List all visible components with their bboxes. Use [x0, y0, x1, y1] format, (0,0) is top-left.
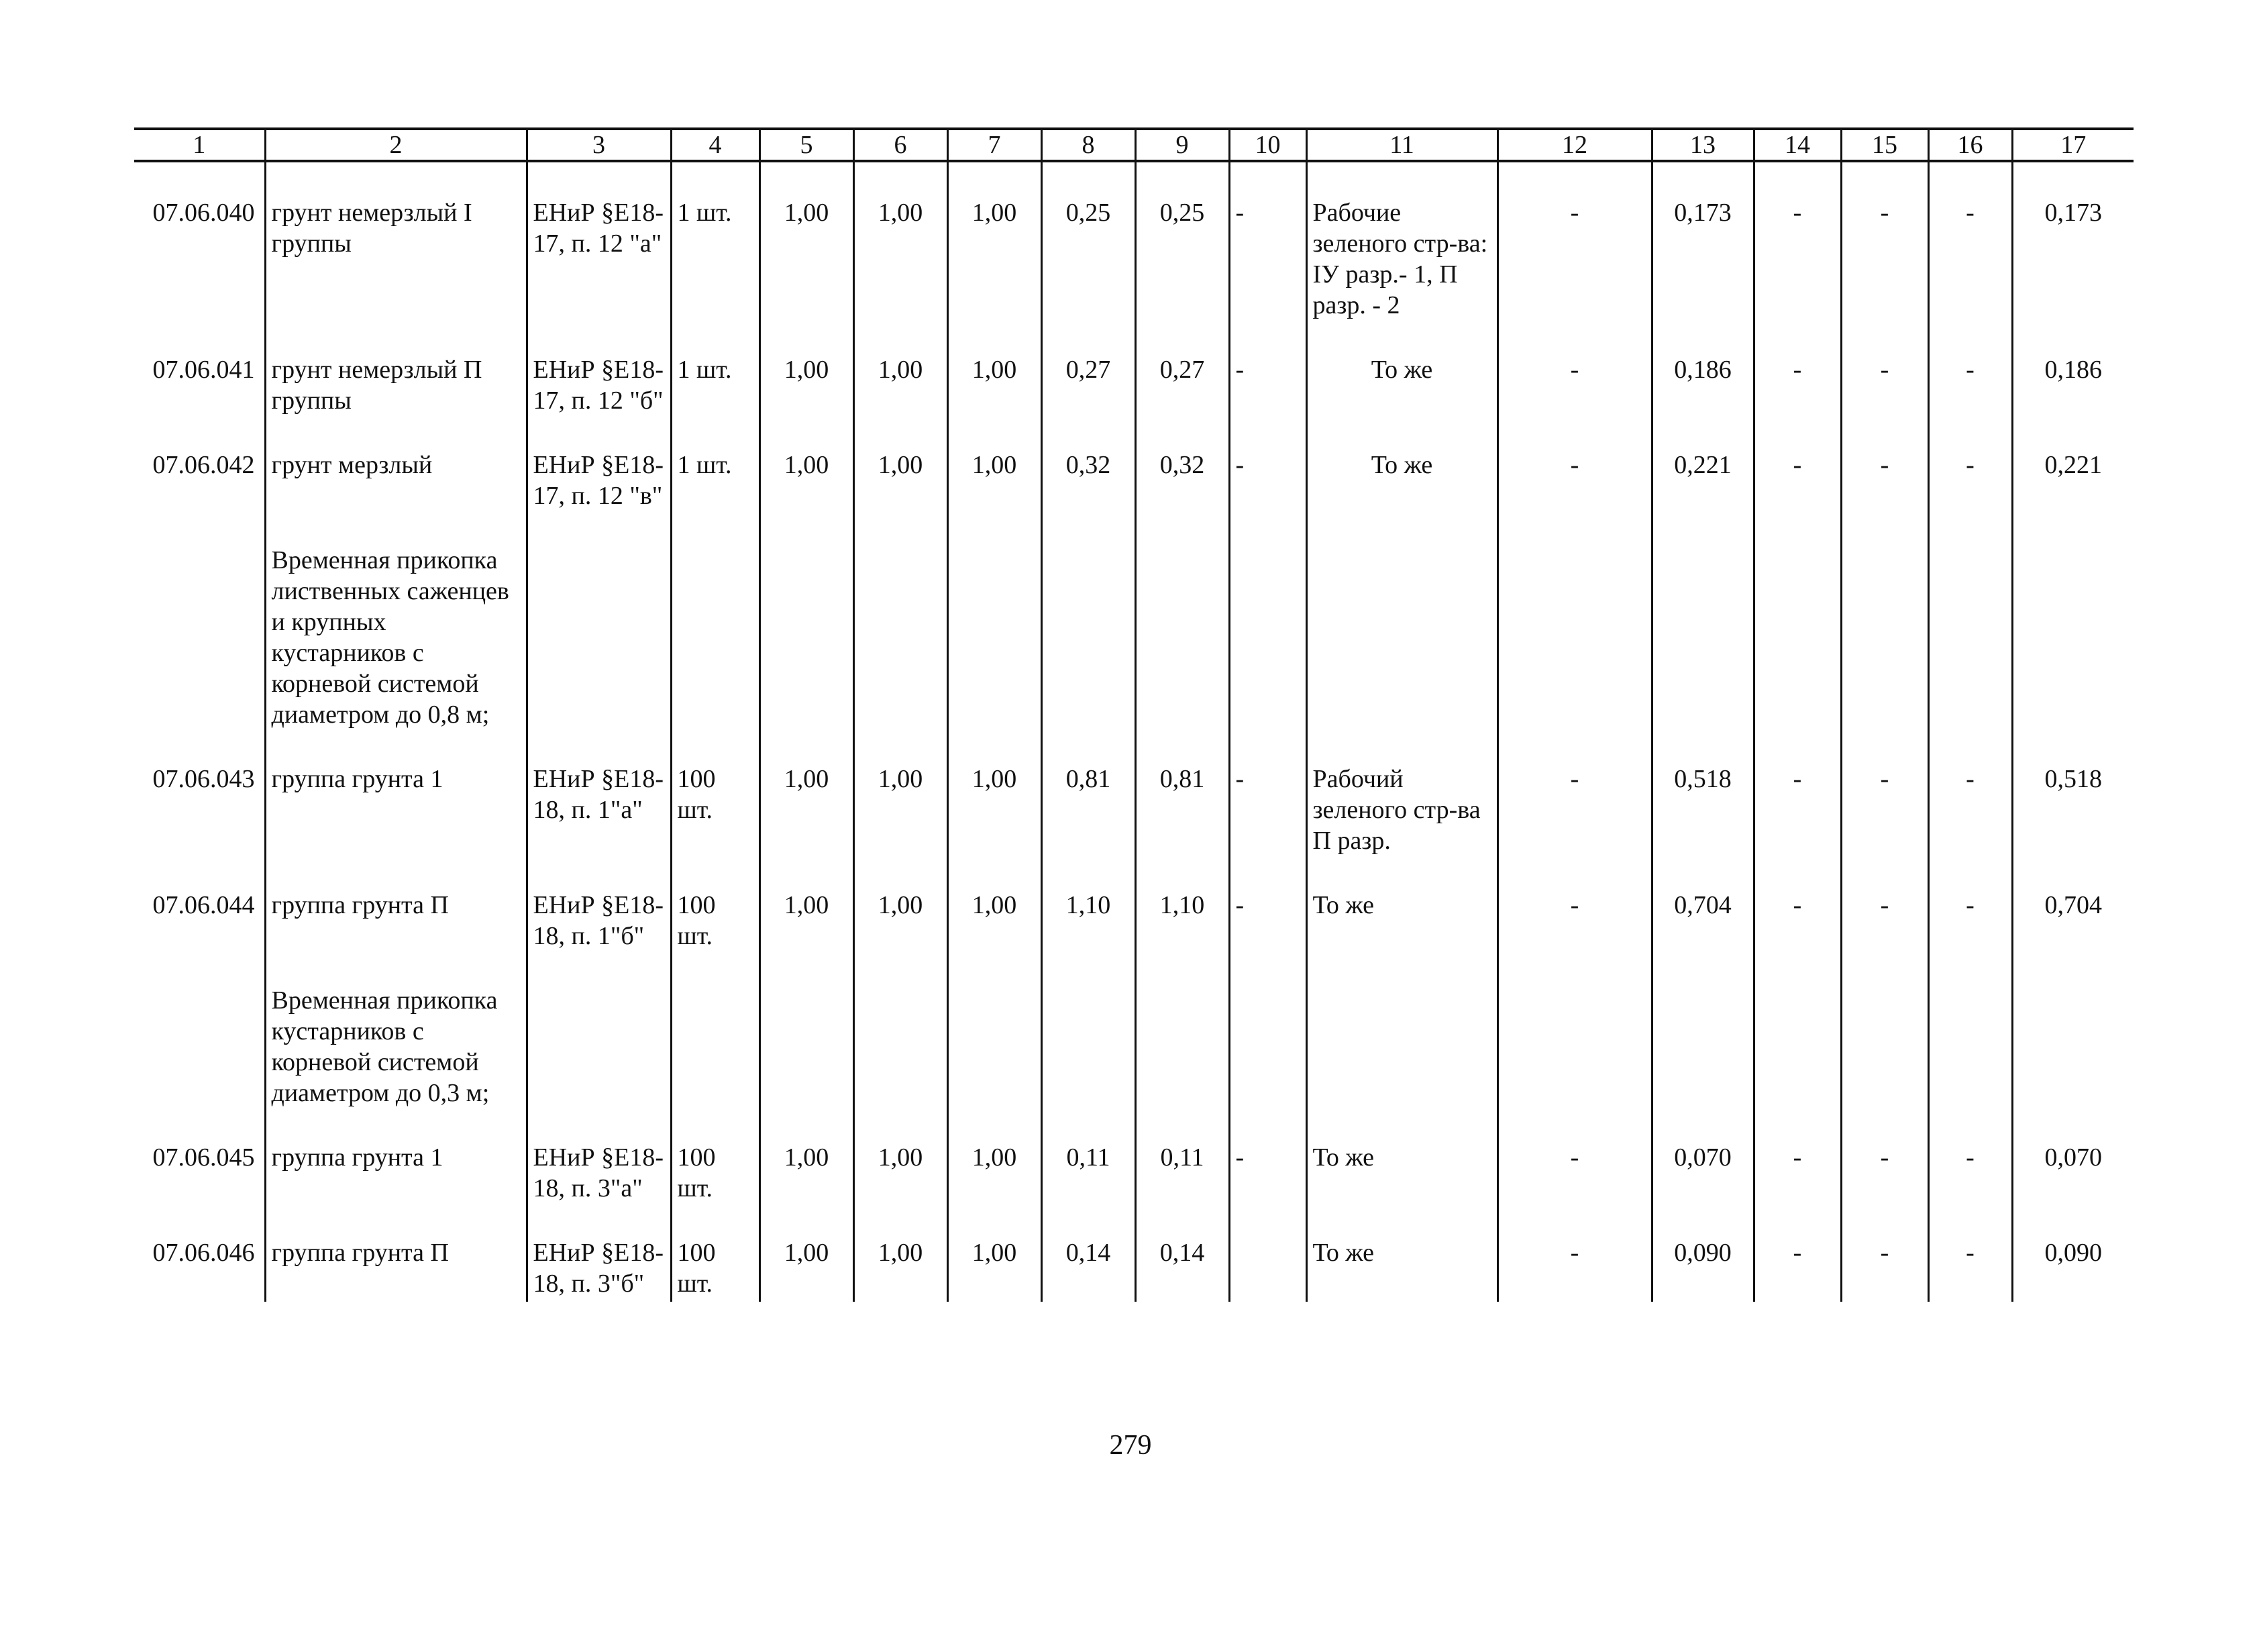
- column-header-6: 6: [853, 129, 947, 161]
- cell-col-2: Временная прикопка лиственных саженцев и крупных кустарников с корневой системой диаметром до 0,8 м;: [265, 511, 527, 730]
- cell-col-5: 1,00: [759, 1204, 853, 1302]
- column-header-4: 4: [671, 129, 759, 161]
- cell-col-12: -: [1497, 1204, 1652, 1302]
- cell-col-9: 0,27: [1135, 321, 1229, 416]
- column-header-9: 9: [1135, 129, 1229, 161]
- cell-col-11: Рабочие зеленого стр-ва: IУ разр.- 1, П разр. - 2: [1306, 161, 1497, 321]
- empty-cell: [1306, 951, 1497, 1108]
- cell-col-9: 0,81: [1135, 730, 1229, 856]
- cell-col-11: То же: [1306, 321, 1497, 416]
- cell-col-5: 1,00: [759, 856, 853, 951]
- cell-col-12: -: [1497, 856, 1652, 951]
- cell-col-8: 0,11: [1041, 1108, 1135, 1204]
- cell-col-3: ЕНиР §Е18-17, п. 12 "а": [527, 161, 671, 321]
- cell-col-7: 1,00: [947, 1204, 1041, 1302]
- cell-col-4: 100 шт.: [671, 1108, 759, 1204]
- empty-cell: [759, 511, 853, 730]
- cell-col-17: 0,186: [2012, 321, 2134, 416]
- cell-col-1: 07.06.043: [152, 765, 255, 793]
- empty-cell: [1497, 951, 1652, 1108]
- cell-col-6: 1,00: [853, 321, 947, 416]
- cell-col-5: 1,00: [759, 416, 853, 511]
- empty-cell: [1754, 951, 1841, 1108]
- empty-cell: [1041, 511, 1135, 730]
- cell-col-13: 0,704: [1652, 856, 1754, 951]
- cell-col-5: 1,00: [759, 161, 853, 321]
- cell-col-4: 100 шт.: [671, 730, 759, 856]
- cell-col-16: -: [1928, 1204, 2012, 1302]
- cell-col-7: 1,00: [947, 161, 1041, 321]
- cell-col-8: 0,32: [1041, 416, 1135, 511]
- cell-col-16: -: [1928, 161, 2012, 321]
- cell-col-9: 1,10: [1135, 856, 1229, 951]
- cell-col-15: -: [1841, 161, 1928, 321]
- empty-cell: [1754, 511, 1841, 730]
- empty-cell: [1928, 511, 2012, 730]
- table-row: [134, 730, 2134, 856]
- cell-col-3: ЕНиР §Е18-17, п. 12 "б": [527, 321, 671, 416]
- cell-col-13: 0,090: [1652, 1204, 1754, 1302]
- cell-col-17: 0,704: [2012, 856, 2134, 951]
- cell-col-16: -: [1928, 1108, 2012, 1204]
- column-header-15: 15: [1841, 129, 1928, 161]
- cell-col-4: 1 шт.: [671, 321, 759, 416]
- cell-col-2: группа грунта П: [265, 1204, 527, 1302]
- table-body: [134, 161, 2134, 1302]
- cell-col-17: 0,221: [2012, 416, 2134, 511]
- cell-col-9: 0,25: [1135, 161, 1229, 321]
- table-row: [134, 1108, 2134, 1204]
- cell-col-12: -: [1497, 1108, 1652, 1204]
- column-header-16: 16: [1928, 129, 2012, 161]
- cell-col-10: -: [1229, 321, 1306, 416]
- cell-col-15: -: [1841, 1108, 1928, 1204]
- cell-col-13: 0,173: [1652, 161, 1754, 321]
- cell-col-3: ЕНиР §Е18-17, п. 12 "в": [527, 416, 671, 511]
- column-header-12: 12: [1497, 129, 1652, 161]
- cell-col-15: -: [1841, 321, 1928, 416]
- empty-cell: [947, 511, 1041, 730]
- cell-col-10: -: [1229, 730, 1306, 856]
- cell-col-2: группа грунта П: [265, 856, 527, 951]
- cell-col-15: -: [1841, 856, 1928, 951]
- table-row: [134, 161, 2134, 321]
- cell-col-13: 0,070: [1652, 1108, 1754, 1204]
- cell-col-15: -: [1841, 730, 1928, 856]
- cell-col-3: ЕНиР §Е18-18, п. 3"б": [527, 1204, 671, 1302]
- cell-col-4: 100 шт.: [671, 1204, 759, 1302]
- cell-col-9: 0,14: [1135, 1204, 1229, 1302]
- cell-col-1: 07.06.042: [152, 451, 255, 479]
- cell-col-15: -: [1841, 1204, 1928, 1302]
- cell-col-14: -: [1754, 856, 1841, 951]
- empty-cell: [947, 951, 1041, 1108]
- cell-col-14: -: [1754, 1204, 1841, 1302]
- column-header-7: 7: [947, 129, 1041, 161]
- cell-col-16: -: [1928, 856, 2012, 951]
- cell-col-2: группа грунта 1: [265, 1108, 527, 1204]
- empty-cell: [1041, 951, 1135, 1108]
- cell-col-7: 1,00: [947, 730, 1041, 856]
- cell-col-14: -: [1754, 321, 1841, 416]
- empty-cell: [1652, 951, 1754, 1108]
- table-row: [134, 416, 2134, 511]
- table-row: [134, 856, 2134, 951]
- cell-col-8: 0,25: [1041, 161, 1135, 321]
- empty-cell: [1135, 951, 1229, 1108]
- cell-col-17: 0,090: [2012, 1204, 2134, 1302]
- cell-col-1: 07.06.046: [152, 1239, 255, 1267]
- cell-col-6: 1,00: [853, 416, 947, 511]
- cell-col-8: 1,10: [1041, 856, 1135, 951]
- cell-col-14: -: [1754, 161, 1841, 321]
- page-number: 279: [1109, 1430, 1152, 1461]
- column-header-2: 2: [265, 129, 527, 161]
- cell-col-4: 1 шт.: [671, 161, 759, 321]
- cell-col-7: 1,00: [947, 321, 1041, 416]
- cell-col-11: То же: [1306, 1108, 1497, 1204]
- empty-cell: [1841, 511, 1928, 730]
- cell-col-11: То же: [1306, 856, 1497, 951]
- empty-cell: [1497, 511, 1652, 730]
- cell-col-2: группа грунта 1: [265, 730, 527, 856]
- cell-col-1: 07.06.041: [152, 356, 255, 384]
- empty-cell: [527, 951, 671, 1108]
- cell-col-4: 1 шт.: [671, 416, 759, 511]
- cell-col-14: -: [1754, 416, 1841, 511]
- column-header-14: 14: [1754, 129, 1841, 161]
- table-row: [134, 1204, 2134, 1302]
- cell-col-13: 0,186: [1652, 321, 1754, 416]
- cell-col-3: ЕНиР §Е18-18, п. 1"а": [527, 730, 671, 856]
- column-header-3: 3: [527, 129, 671, 161]
- empty-cell: [1229, 951, 1306, 1108]
- cell-col-9: 0,32: [1135, 416, 1229, 511]
- empty-cell: [134, 951, 265, 1108]
- cell-col-8: 0,14: [1041, 1204, 1135, 1302]
- cell-col-8: 0,81: [1041, 730, 1135, 856]
- cell-col-12: -: [1497, 730, 1652, 856]
- cell-col-4: 100 шт.: [671, 856, 759, 951]
- cell-col-6: 1,00: [853, 161, 947, 321]
- cell-col-13: 0,518: [1652, 730, 1754, 856]
- cell-col-16: -: [1928, 321, 2012, 416]
- cell-col-3: ЕНиР §Е18-18, п. 1"б": [527, 856, 671, 951]
- cell-col-9: 0,11: [1135, 1108, 1229, 1204]
- cell-col-1: 07.06.044: [152, 891, 255, 919]
- empty-cell: [1306, 511, 1497, 730]
- cell-col-2: грунт немерзлый П группы: [265, 321, 527, 416]
- cell-col-10: -: [1229, 161, 1306, 321]
- cell-col-17: 0,518: [2012, 730, 2134, 856]
- cell-col-12: -: [1497, 416, 1652, 511]
- cell-col-14: -: [1754, 730, 1841, 856]
- table-row: [134, 321, 2134, 416]
- column-header-10: 10: [1229, 129, 1306, 161]
- cell-col-2: грунт немерзлый I группы: [265, 161, 527, 321]
- cell-col-7: 1,00: [947, 416, 1041, 511]
- section-description-row: [134, 511, 2134, 730]
- empty-cell: [1652, 511, 1754, 730]
- cell-col-14: -: [1754, 1108, 1841, 1204]
- cell-col-5: 1,00: [759, 1108, 853, 1204]
- empty-cell: [759, 951, 853, 1108]
- column-header-5: 5: [759, 129, 853, 161]
- cell-col-16: -: [1928, 730, 2012, 856]
- column-header-8: 8: [1041, 129, 1135, 161]
- column-header-13: 13: [1652, 129, 1754, 161]
- norms-table: [134, 127, 2134, 1302]
- cell-col-17: 0,070: [2012, 1108, 2134, 1204]
- empty-cell: [134, 511, 265, 730]
- cell-col-6: 1,00: [853, 1108, 947, 1204]
- cell-col-2: Временная прикопка кустарников с корневой системой диаметром до 0,3 м;: [265, 951, 527, 1108]
- cell-col-7: 1,00: [947, 856, 1041, 951]
- cell-col-10: -: [1229, 856, 1306, 951]
- cell-col-5: 1,00: [759, 321, 853, 416]
- cell-col-10: -: [1229, 1108, 1306, 1204]
- cell-col-1: 07.06.040: [152, 199, 255, 227]
- cell-col-12: -: [1497, 161, 1652, 321]
- cell-col-6: 1,00: [853, 856, 947, 951]
- cell-col-8: 0,27: [1041, 321, 1135, 416]
- cell-col-5: 1,00: [759, 730, 853, 856]
- cell-col-10: -: [1229, 416, 1306, 511]
- cell-col-3: ЕНиР §Е18-18, п. 3"а": [527, 1108, 671, 1204]
- empty-cell: [853, 951, 947, 1108]
- cell-col-12: -: [1497, 321, 1652, 416]
- column-number-header: [134, 129, 2134, 161]
- empty-cell: [527, 511, 671, 730]
- empty-cell: [2012, 951, 2134, 1108]
- cell-col-11: Рабочий зеленого стр-ва П разр.: [1306, 730, 1497, 856]
- section-description-row: [134, 951, 2134, 1108]
- cell-col-11: То же: [1306, 416, 1497, 511]
- empty-cell: [1229, 511, 1306, 730]
- empty-cell: [671, 951, 759, 1108]
- cell-col-1: 07.06.045: [152, 1143, 255, 1172]
- cell-col-7: 1,00: [947, 1108, 1041, 1204]
- cell-col-16: -: [1928, 416, 2012, 511]
- empty-cell: [1841, 951, 1928, 1108]
- empty-cell: [853, 511, 947, 730]
- cell-col-11: То же: [1306, 1204, 1497, 1302]
- cell-col-17: 0,173: [2012, 161, 2134, 321]
- cell-col-13: 0,221: [1652, 416, 1754, 511]
- empty-cell: [1135, 511, 1229, 730]
- empty-cell: [2012, 511, 2134, 730]
- column-header-17: 17: [2012, 129, 2134, 161]
- column-header-11: 11: [1306, 129, 1497, 161]
- cell-col-6: 1,00: [853, 1204, 947, 1302]
- cell-col-6: 1,00: [853, 730, 947, 856]
- cell-col-10: [1229, 1204, 1306, 1302]
- cell-col-2: грунт мерзлый: [265, 416, 527, 511]
- column-header-1: 1: [134, 129, 265, 161]
- empty-cell: [1928, 951, 2012, 1108]
- cell-col-15: -: [1841, 416, 1928, 511]
- empty-cell: [671, 511, 759, 730]
